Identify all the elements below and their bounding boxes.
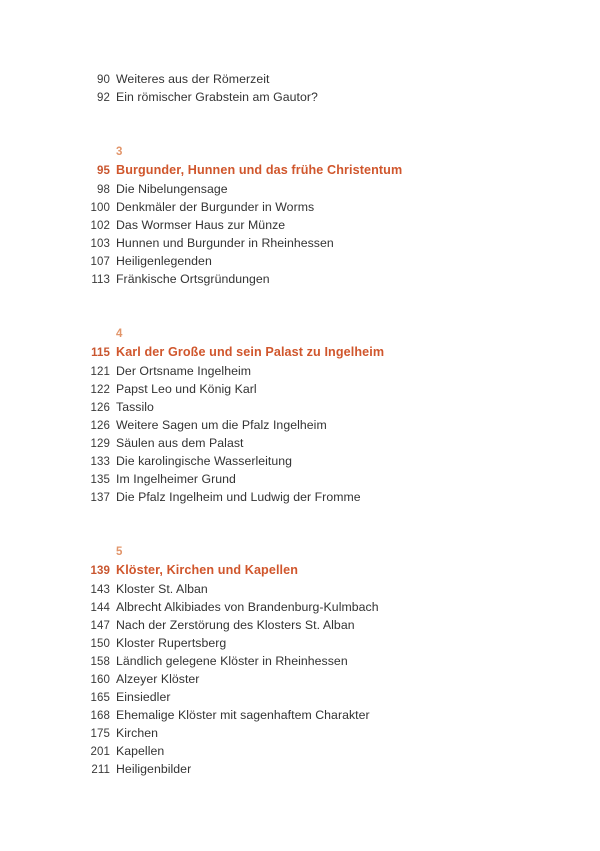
toc-entry[interactable] <box>0 234 600 252</box>
entry-title: Das Wormser Haus zur Münze <box>116 218 286 232</box>
toc-entry[interactable] <box>0 362 600 380</box>
chapter-number: 4 <box>116 328 123 340</box>
toc-entry[interactable] <box>0 270 600 288</box>
entry-title: Ein römischer Grabstein am Gautor? <box>116 90 318 104</box>
entry-title: Nach der Zerstörung des Klosters St. Alban <box>116 618 355 632</box>
entry-title: Kloster St. Alban <box>116 582 208 596</box>
entry-title: Kirchen <box>116 726 159 740</box>
page-number: 107 <box>90 256 110 268</box>
chapter-title: Karl der Große und sein Palast zu Ingelheim <box>116 345 385 359</box>
toc-entry[interactable] <box>0 688 600 706</box>
page-number: 144 <box>90 602 110 614</box>
page-number: 201 <box>90 746 110 758</box>
toc-section <box>0 541 600 778</box>
page-number: 95 <box>97 165 110 177</box>
toc-chapter-entry[interactable] <box>0 342 600 362</box>
toc-entry[interactable] <box>0 216 600 234</box>
page-number: 121 <box>90 366 110 378</box>
page-number: 98 <box>97 184 110 196</box>
page-number: 211 <box>91 764 110 776</box>
page-number: 147 <box>90 620 110 632</box>
toc-entry[interactable] <box>0 580 600 598</box>
page-number: 102 <box>90 220 110 232</box>
page-number: 158 <box>90 656 110 668</box>
toc-entry[interactable] <box>0 670 600 688</box>
toc-entry[interactable] <box>0 434 600 452</box>
chapter-title: Klöster, Kirchen und Kapellen <box>116 563 299 577</box>
page-number: 165 <box>90 692 110 704</box>
page-number: 150 <box>90 638 110 650</box>
entry-title: Ländlich gelegene Klöster in Rheinhessen <box>116 654 348 668</box>
table-of-contents <box>0 70 600 778</box>
toc-entry[interactable] <box>0 634 600 652</box>
toc-entry[interactable] <box>0 652 600 670</box>
entry-title: Fränkische Ortsgründungen <box>116 272 270 286</box>
toc-section <box>0 141 600 288</box>
entry-title: Heiligenlegenden <box>116 254 212 268</box>
entry-title: Die karolingische Wasserleitung <box>116 454 293 468</box>
page-number: 160 <box>90 674 110 686</box>
entry-title: Kloster Rupertsberg <box>116 636 227 650</box>
toc-entry[interactable] <box>0 488 600 506</box>
page-number: 137 <box>90 492 110 504</box>
toc-entry[interactable] <box>0 724 600 742</box>
toc-entry[interactable] <box>0 70 600 88</box>
toc-entry[interactable] <box>0 706 600 724</box>
toc-entry[interactable] <box>0 398 600 416</box>
entry-title: Weitere Sagen um die Pfalz Ingelheim <box>116 418 327 432</box>
page-number: 100 <box>90 202 110 214</box>
page-number: 133 <box>90 456 110 468</box>
entry-title: Der Ortsname Ingelheim <box>116 364 252 378</box>
toc-entry[interactable] <box>0 252 600 270</box>
entry-title: Weiteres aus der Römerzeit <box>116 72 270 86</box>
entry-title: Säulen aus dem Palast <box>116 436 244 450</box>
chapter-number: 3 <box>116 146 123 158</box>
page-number: 126 <box>90 402 110 414</box>
toc-entry[interactable] <box>0 470 600 488</box>
page-number: 115 <box>91 347 110 359</box>
page-number: 122 <box>90 384 110 396</box>
toc-entry[interactable] <box>0 598 600 616</box>
chapter-number-row <box>0 541 600 560</box>
chapter-title: Burgunder, Hunnen und das frühe Christentum <box>116 163 403 177</box>
entry-title: Papst Leo und König Karl <box>116 382 257 396</box>
entry-title: Tassilo <box>116 400 154 414</box>
page-number: 113 <box>91 274 110 286</box>
page-number: 90 <box>97 74 110 86</box>
page-number: 143 <box>90 584 110 596</box>
toc-entry[interactable] <box>0 198 600 216</box>
page-number: 126 <box>90 420 110 432</box>
entry-title: Ehemalige Klöster mit sagenhaftem Charakter <box>116 708 370 722</box>
page-number: 129 <box>90 438 110 450</box>
toc-section <box>0 70 600 106</box>
page-number: 175 <box>90 728 110 740</box>
toc-entry[interactable] <box>0 88 600 106</box>
page-number: 168 <box>90 710 110 722</box>
toc-chapter-entry[interactable] <box>0 560 600 580</box>
page-number: 103 <box>90 238 110 250</box>
entry-title: Heiligenbilder <box>116 762 192 776</box>
entry-title: Hunnen und Burgunder in Rheinhessen <box>116 236 334 250</box>
entry-title: Denkmäler der Burgunder in Worms <box>116 200 315 214</box>
toc-entry[interactable] <box>0 616 600 634</box>
entry-title: Die Nibelungensage <box>116 182 228 196</box>
page-number: 92 <box>97 92 110 104</box>
toc-entry[interactable] <box>0 180 600 198</box>
entry-title: Albrecht Alkibiades von Brandenburg-Kulmbach <box>116 600 379 614</box>
page-number: 135 <box>90 474 110 486</box>
chapter-number: 5 <box>116 546 123 558</box>
page-number: 139 <box>90 565 110 577</box>
entry-title: Einsiedler <box>116 690 171 704</box>
chapter-number-row <box>0 141 600 160</box>
toc-entry[interactable] <box>0 742 600 760</box>
toc-entry[interactable] <box>0 452 600 470</box>
toc-section <box>0 323 600 506</box>
entry-title: Im Ingelheimer Grund <box>116 472 236 486</box>
toc-chapter-entry[interactable] <box>0 160 600 180</box>
entry-title: Kapellen <box>116 744 165 758</box>
entry-title: Alzeyer Klöster <box>116 672 200 686</box>
chapter-number-row <box>0 323 600 342</box>
entry-title: Die Pfalz Ingelheim und Ludwig der Fromme <box>116 490 361 504</box>
toc-entry[interactable] <box>0 416 600 434</box>
toc-entry[interactable] <box>0 380 600 398</box>
toc-entry[interactable] <box>0 760 600 778</box>
